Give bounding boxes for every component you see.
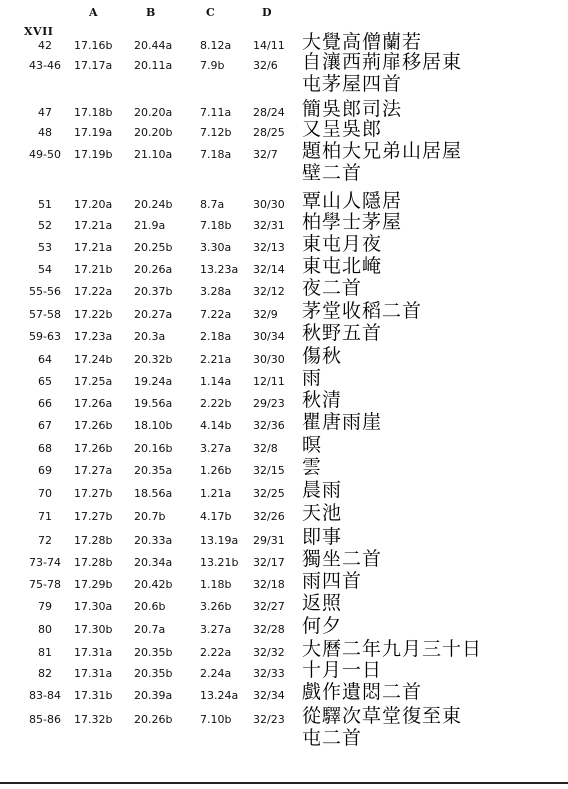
ref-b: 20.11a — [134, 59, 173, 72]
poem-title: 傷秋 — [302, 345, 343, 367]
table-row — [0, 217, 568, 235]
ref-a: 17.30b — [74, 623, 113, 636]
ref-b: 20.20a — [134, 106, 173, 119]
poem-number: 55-56 — [29, 285, 61, 298]
ref-b: 20.35b — [134, 646, 173, 659]
poem-title: 屯二首 — [302, 727, 363, 749]
ref-b: 20.6b — [134, 600, 166, 613]
ref-a: 17.21b — [74, 263, 113, 276]
poem-title: 暝 — [302, 434, 323, 456]
table-row — [0, 395, 568, 413]
ref-a: 17.19b — [74, 148, 113, 161]
ref-d: 32/31 — [253, 219, 285, 232]
table-row — [0, 711, 568, 729]
ref-b: 21.10a — [134, 148, 173, 161]
ref-d: 32/8 — [253, 442, 278, 455]
ref-a: 17.26a — [74, 397, 113, 410]
ref-a: 17.22a — [74, 285, 113, 298]
ref-d: 32/33 — [253, 667, 285, 680]
poem-title: 秋野五首 — [302, 322, 383, 344]
ref-b: 21.9a — [134, 219, 166, 232]
ref-b: 20.37b — [134, 285, 173, 298]
ref-a: 17.18b — [74, 106, 113, 119]
ref-b: 20.7a — [134, 623, 166, 636]
ref-b: 20.35b — [134, 667, 173, 680]
poem-number: 73-74 — [29, 556, 61, 569]
table-row — [0, 37, 568, 55]
ref-d: 29/31 — [253, 534, 285, 547]
poem-title: 大曆二年九月三十日 — [302, 638, 483, 660]
ref-c: 1.21a — [200, 487, 232, 500]
poem-title: 簡吳郎司法 — [302, 98, 403, 120]
poem-number: 42 — [38, 39, 52, 52]
ref-a: 17.27b — [74, 510, 113, 523]
ref-d: 32/17 — [253, 556, 285, 569]
poem-number: 48 — [38, 126, 52, 139]
table-row — [0, 440, 568, 458]
poem-number: 79 — [38, 600, 52, 613]
ref-d: 32/28 — [253, 623, 285, 636]
poem-title: 題柏大兄弟山居屋 — [302, 140, 463, 162]
ref-b: 20.3a — [134, 330, 166, 343]
poem-number: 59-63 — [29, 330, 61, 343]
poem-number: 64 — [38, 353, 52, 366]
ref-c: 2.22a — [200, 646, 232, 659]
ref-d: 32/32 — [253, 646, 285, 659]
ref-b: 20.34a — [134, 556, 173, 569]
table-row — [0, 687, 568, 705]
poem-number: 69 — [38, 464, 52, 477]
ref-a: 17.24b — [74, 353, 113, 366]
table-row — [0, 239, 568, 257]
ref-d: 30/30 — [253, 353, 285, 366]
ref-b: 20.24b — [134, 198, 173, 211]
poem-title: 晨雨 — [302, 479, 343, 501]
poem-number: 80 — [38, 623, 52, 636]
ref-c: 1.18b — [200, 578, 232, 591]
table-row — [0, 373, 568, 391]
ref-c: 13.23a — [200, 263, 239, 276]
ref-a: 17.20a — [74, 198, 113, 211]
poem-number: 53 — [38, 241, 52, 254]
ref-d: 32/14 — [253, 263, 285, 276]
ref-d: 32/25 — [253, 487, 285, 500]
table-row — [0, 508, 568, 526]
ref-d: 30/34 — [253, 330, 285, 343]
table-row — [0, 665, 568, 683]
poem-title: 屯茅屋四首 — [302, 73, 403, 95]
poem-title: 十月一日 — [302, 659, 383, 681]
poem-number: 54 — [38, 263, 52, 276]
table-row — [0, 644, 568, 662]
ref-d: 14/11 — [253, 39, 285, 52]
ref-b: 20.26a — [134, 263, 173, 276]
poem-number: 75-78 — [29, 578, 61, 591]
ref-d: 32/6 — [253, 59, 278, 72]
ref-a: 17.16b — [74, 39, 113, 52]
column-header-a: A — [89, 6, 98, 19]
poem-title: 雲 — [302, 456, 323, 478]
ref-d: 12/11 — [253, 375, 285, 388]
ref-c: 7.11a — [200, 106, 232, 119]
poem-number: 51 — [38, 198, 52, 211]
ref-d: 30/30 — [253, 198, 285, 211]
column-header-c: C — [206, 6, 215, 19]
column-header-b: B — [146, 6, 156, 19]
ref-c: 7.22a — [200, 308, 232, 321]
ref-b: 19.24a — [134, 375, 173, 388]
poem-title: 東屯月夜 — [302, 233, 383, 255]
poem-title: 大覺高僧蘭若 — [302, 31, 423, 53]
table-row — [0, 196, 568, 214]
poem-number: 72 — [38, 534, 52, 547]
poem-title: 秋清 — [302, 389, 343, 411]
poem-title: 覃山人隱居 — [302, 190, 403, 212]
poem-number: 81 — [38, 646, 52, 659]
poem-title: 柏學士茅屋 — [302, 211, 403, 233]
table-row — [0, 124, 568, 142]
poem-number: 65 — [38, 375, 52, 388]
ref-a: 17.26b — [74, 442, 113, 455]
ref-b: 20.25b — [134, 241, 173, 254]
ref-d: 29/23 — [253, 397, 285, 410]
ref-c: 4.17b — [200, 510, 232, 523]
table-row — [0, 417, 568, 435]
ref-d: 32/36 — [253, 419, 285, 432]
poem-number: 52 — [38, 219, 52, 232]
poem-number: 82 — [38, 667, 52, 680]
ref-c: 3.28a — [200, 285, 232, 298]
ref-a: 17.28b — [74, 534, 113, 547]
poem-title: 雨 — [302, 367, 323, 389]
ref-c: 2.21a — [200, 353, 232, 366]
ref-c: 13.19a — [200, 534, 239, 547]
poem-title: 獨坐二首 — [302, 548, 383, 570]
ref-b: 18.10b — [134, 419, 173, 432]
poem-title: 夜二首 — [302, 277, 363, 299]
table-row — [0, 598, 568, 616]
poem-number: 85-86 — [29, 713, 61, 726]
bottom-rule — [0, 782, 568, 784]
ref-a: 17.19a — [74, 126, 113, 139]
table-row — [0, 328, 568, 346]
ref-d: 28/24 — [253, 106, 285, 119]
table-row — [0, 104, 568, 122]
ref-c: 7.9b — [200, 59, 225, 72]
ref-b: 20.33a — [134, 534, 173, 547]
ref-d: 32/26 — [253, 510, 285, 523]
ref-b: 20.16b — [134, 442, 173, 455]
ref-b: 20.26b — [134, 713, 173, 726]
ref-a: 17.31a — [74, 646, 113, 659]
ref-a: 17.17a — [74, 59, 113, 72]
poem-number: 49-50 — [29, 148, 61, 161]
ref-d: 32/15 — [253, 464, 285, 477]
ref-c: 3.27a — [200, 442, 232, 455]
ref-c: 2.24a — [200, 667, 232, 680]
ref-a: 17.28b — [74, 556, 113, 569]
ref-d: 32/27 — [253, 600, 285, 613]
ref-c: 7.10b — [200, 713, 232, 726]
ref-c: 1.14a — [200, 375, 232, 388]
table-row — [0, 261, 568, 279]
ref-d: 32/12 — [253, 285, 285, 298]
ref-b: 20.7b — [134, 510, 166, 523]
table-row — [0, 57, 568, 75]
ref-c: 8.12a — [200, 39, 232, 52]
poem-number: 68 — [38, 442, 52, 455]
poem-title: 何夕 — [302, 615, 343, 637]
ref-c: 13.21b — [200, 556, 239, 569]
ref-b: 18.56a — [134, 487, 173, 500]
ref-b: 20.44a — [134, 39, 173, 52]
ref-d: 32/34 — [253, 689, 285, 702]
ref-c: 7.12b — [200, 126, 232, 139]
poem-number: 43-46 — [29, 59, 61, 72]
ref-d: 32/7 — [253, 148, 278, 161]
ref-a: 17.21a — [74, 219, 113, 232]
ref-c: 3.30a — [200, 241, 232, 254]
poem-title: 瞿唐雨崖 — [302, 411, 383, 433]
table-row — [0, 351, 568, 369]
ref-c: 2.18a — [200, 330, 232, 343]
table-row — [0, 283, 568, 301]
ref-d: 32/23 — [253, 713, 285, 726]
ref-a: 17.30a — [74, 600, 113, 613]
ref-a: 17.31a — [74, 667, 113, 680]
ref-d: 32/9 — [253, 308, 278, 321]
poem-title: 雨四首 — [302, 570, 363, 592]
poem-title: 東屯北崦 — [302, 255, 383, 277]
table-row — [0, 485, 568, 503]
column-header-d: D — [262, 6, 272, 19]
table-row — [0, 462, 568, 480]
ref-a: 17.29b — [74, 578, 113, 591]
table-row — [0, 146, 568, 164]
ref-a: 17.31b — [74, 689, 113, 702]
poem-number: 71 — [38, 510, 52, 523]
poem-title: 即事 — [302, 526, 343, 548]
ref-b: 20.42b — [134, 578, 173, 591]
poem-number: 67 — [38, 419, 52, 432]
table-row — [0, 621, 568, 639]
poem-title: 戲作遺悶二首 — [302, 681, 423, 703]
poem-title: 壁二首 — [302, 162, 363, 184]
ref-b: 20.32b — [134, 353, 173, 366]
poem-number: 83-84 — [29, 689, 61, 702]
table-row — [0, 532, 568, 550]
ref-a: 17.26b — [74, 419, 113, 432]
ref-c: 2.22b — [200, 397, 232, 410]
poem-title: 茅堂收稻二首 — [302, 300, 423, 322]
ref-c: 13.24a — [200, 689, 239, 702]
table-row — [0, 576, 568, 594]
poem-number: 57-58 — [29, 308, 61, 321]
poem-number: 47 — [38, 106, 52, 119]
ref-a: 17.32b — [74, 713, 113, 726]
ref-c: 1.26b — [200, 464, 232, 477]
ref-c: 4.14b — [200, 419, 232, 432]
ref-d: 28/25 — [253, 126, 285, 139]
ref-b: 20.27a — [134, 308, 173, 321]
section-number: XVII — [24, 25, 54, 38]
poem-number: 70 — [38, 487, 52, 500]
poem-title: 天池 — [302, 502, 343, 524]
table-row — [0, 306, 568, 324]
ref-b: 20.20b — [134, 126, 173, 139]
poem-title: 又呈吳郎 — [302, 118, 383, 140]
poem-title: 自瀼西荊扉移居東 — [302, 51, 463, 73]
ref-b: 19.56a — [134, 397, 173, 410]
ref-d: 32/13 — [253, 241, 285, 254]
ref-b: 20.35a — [134, 464, 173, 477]
ref-a: 17.27b — [74, 487, 113, 500]
poem-title: 從驛次草堂復至東 — [302, 705, 463, 727]
ref-c: 7.18b — [200, 219, 232, 232]
ref-a: 17.22b — [74, 308, 113, 321]
ref-a: 17.21a — [74, 241, 113, 254]
poem-number: 66 — [38, 397, 52, 410]
ref-c: 3.27a — [200, 623, 232, 636]
ref-c: 3.26b — [200, 600, 232, 613]
ref-a: 17.25a — [74, 375, 113, 388]
ref-a: 17.23a — [74, 330, 113, 343]
table-row — [0, 554, 568, 572]
ref-a: 17.27a — [74, 464, 113, 477]
ref-b: 20.39a — [134, 689, 173, 702]
ref-c: 8.7a — [200, 198, 225, 211]
ref-d: 32/18 — [253, 578, 285, 591]
poem-title: 返照 — [302, 592, 343, 614]
ref-c: 7.18a — [200, 148, 232, 161]
